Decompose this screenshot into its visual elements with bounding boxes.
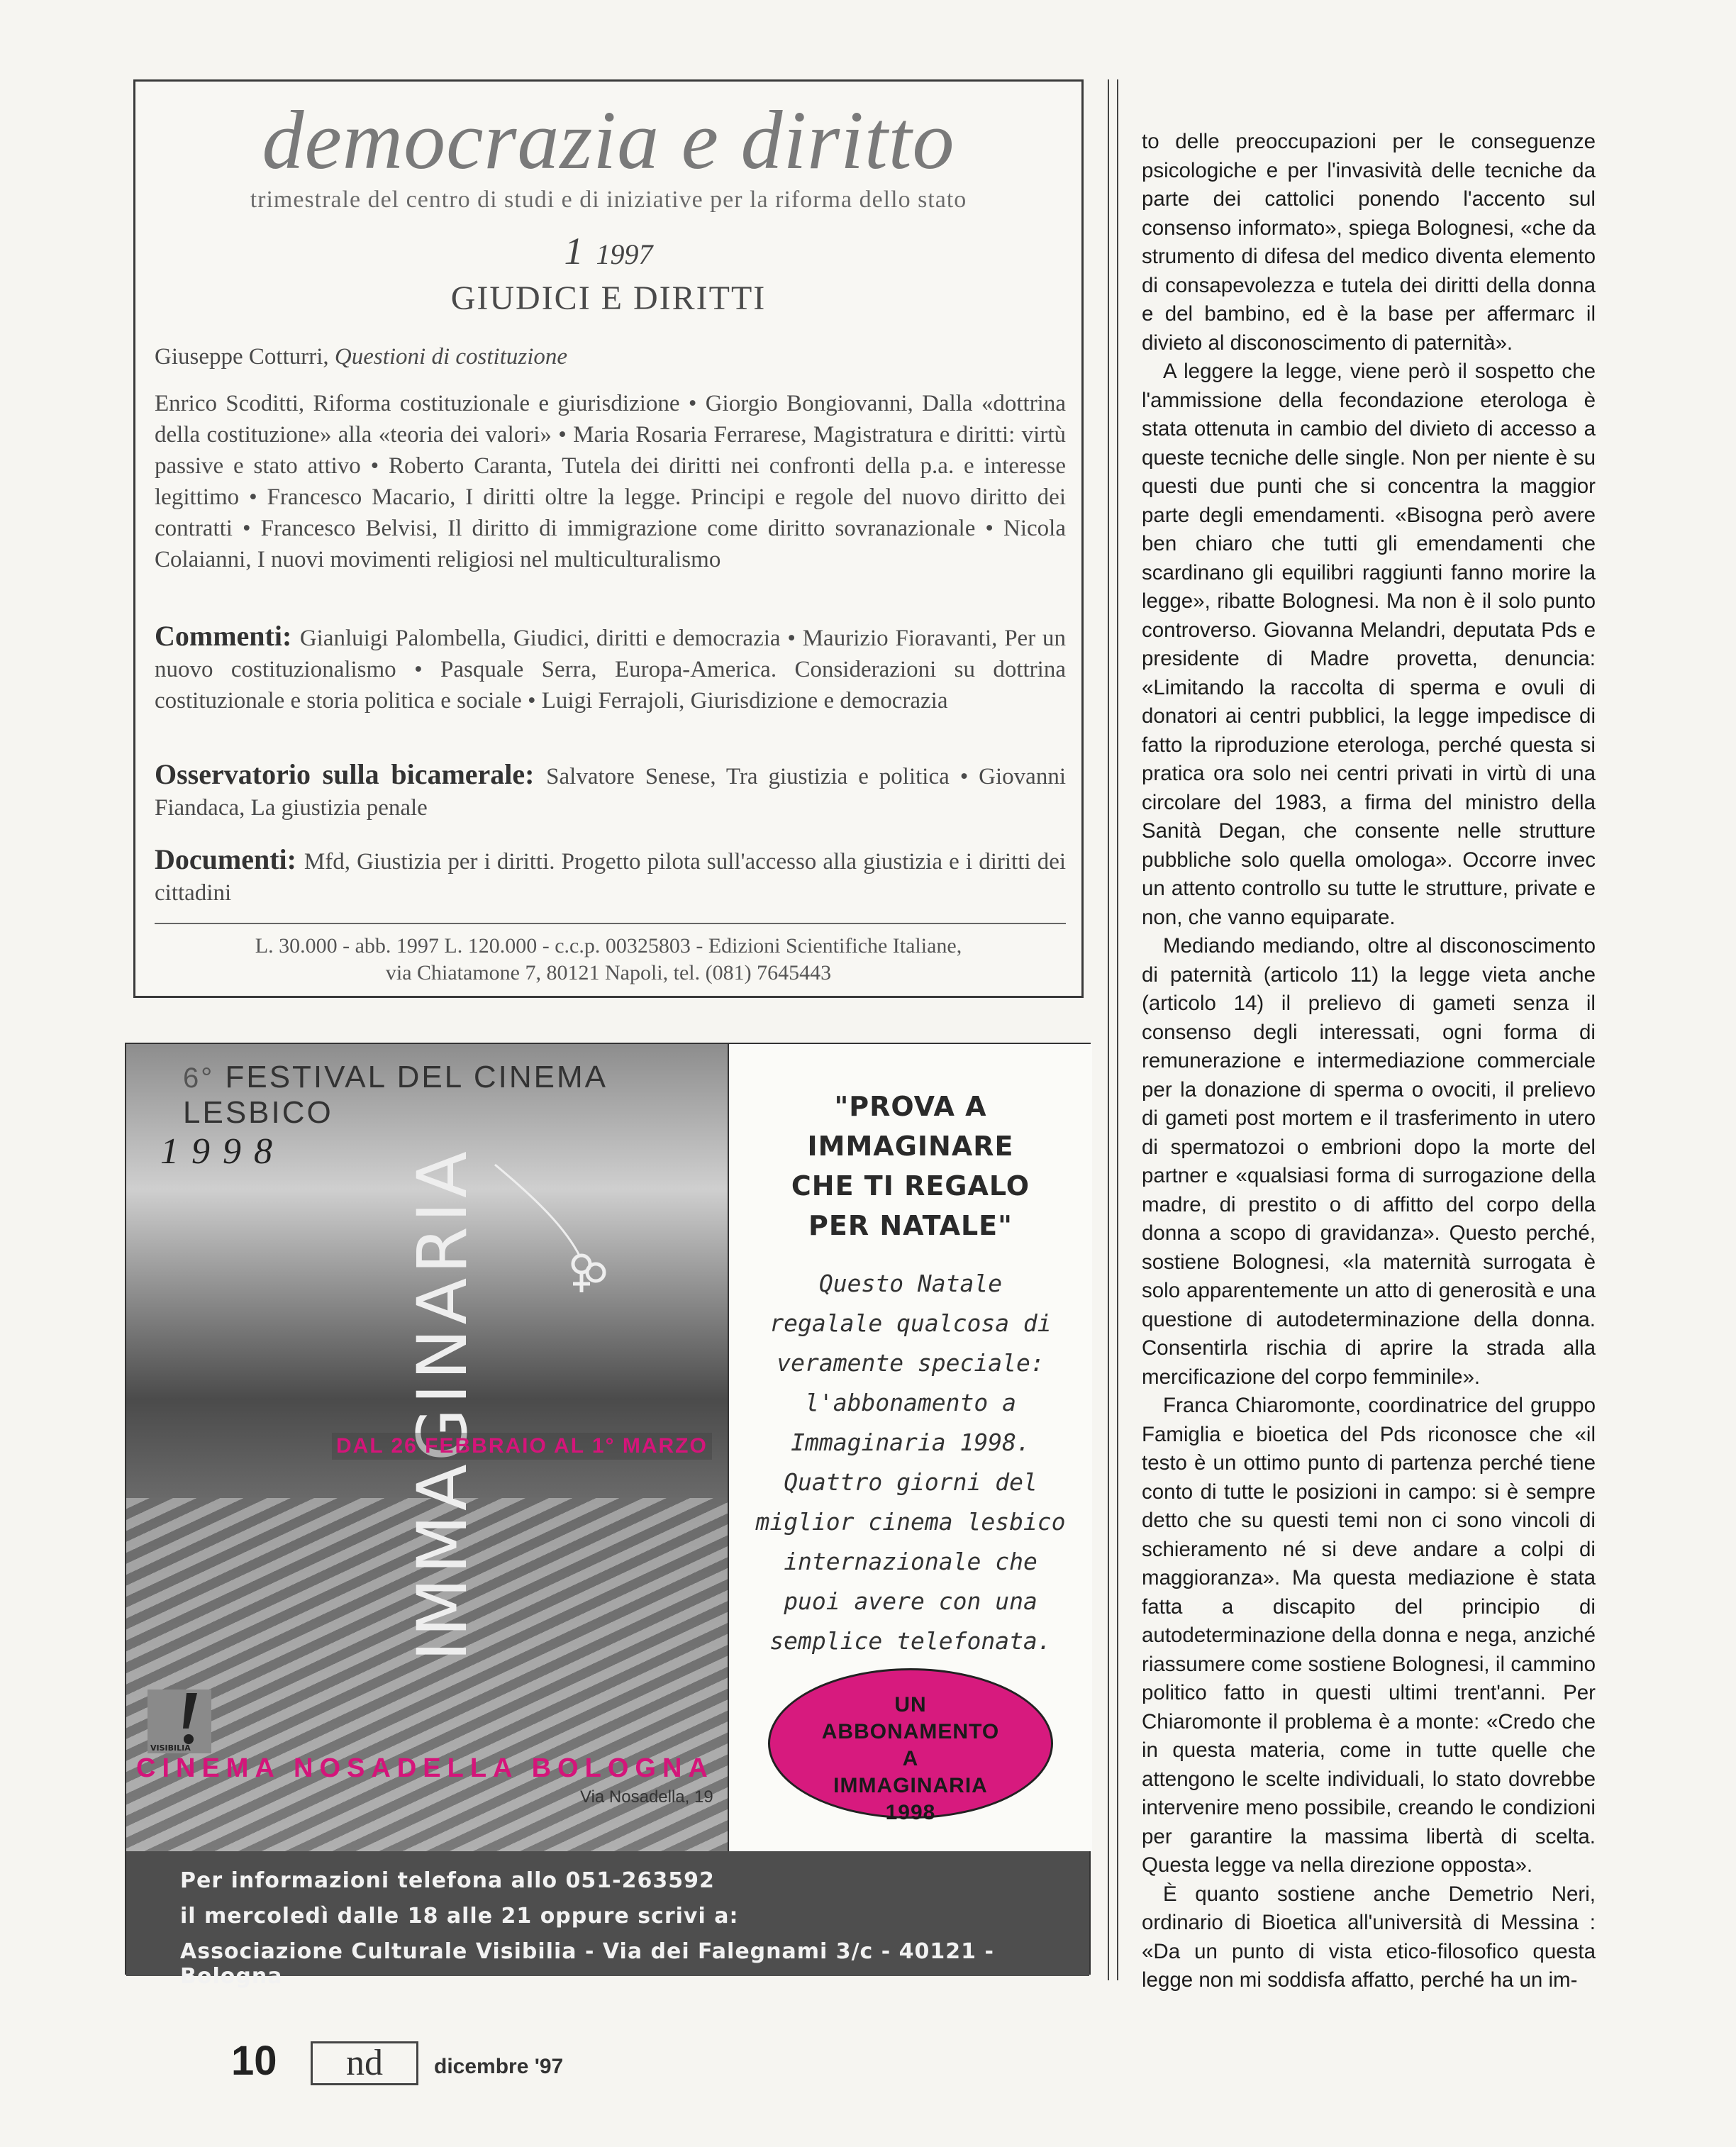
- message-line: Quattro giorni del: [784, 1468, 1037, 1496]
- badge-line: UN: [894, 1693, 927, 1716]
- price-info: [135, 933, 1081, 987]
- article-paragraph: Franca Chiaromonte, coordinatrice del gruppo Famiglia e bioetica del Pds riconosce che «il testo è un ottimo punto di partenza perché tiene conto di tutte le posizioni in campo: si è sempre detto che su questi temi non ci sono vincoli di schieramento né si deve andare a colpi di maggioranza». Ma questa mediazione è stata fatta a discapito del principio di autodeterminazione della donna e nega, anziché riassumere come sostiene Bolognesi, il cammino politico fatto in questi ultimi trent'anni. Per Chiaromonte il problema è a monte: «Credo che in questa materia, come in tutte quelle che attengono le scelte individuali, lo stato dovrebbe intervenire meno possibile, creando le condizioni per garantire la massima libertà di scelta. Questa legge va nella direzione opposta».: [1142, 1394, 1596, 1877]
- issue-date: dicembre '97: [434, 2055, 564, 2078]
- message-line: veramente speciale:: [777, 1349, 1045, 1377]
- headline-line: "PROVA A: [834, 1091, 987, 1122]
- immaginaria-ad: [125, 1043, 1091, 1989]
- headline: [729, 1087, 1092, 1246]
- venue-street: Via Nosadella, 19: [580, 1787, 713, 1807]
- festival-title: FESTIVAL DEL CINEMA LESBICO: [183, 1060, 606, 1130]
- badge-text: [770, 1692, 1051, 1826]
- gift-message: [729, 1264, 1092, 1661]
- gift-message-panel: [728, 1044, 1092, 1851]
- osservatorio-section: [155, 759, 1066, 823]
- headline-line: PER NATALE": [808, 1210, 1013, 1241]
- visibilia-logo: [148, 1690, 211, 1753]
- message-line: Immaginaria 1998.: [791, 1428, 1030, 1456]
- message-line: semplice telefonata.: [769, 1627, 1052, 1655]
- article-paragraph: È quanto sostiene anche Demetrio Neri, ordinario di Bioetica all'università di Messina : «Da un punto di vista etico-filosofico questa legge non mi soddisfa affatto, perché ha un im-: [1142, 1882, 1596, 1992]
- message-line: miglior cinema lesbico: [755, 1508, 1066, 1536]
- issue-heading: GIUDICI E DIRITTI: [450, 279, 767, 317]
- logo-text: VISIBILIA: [150, 1743, 191, 1753]
- documenti-section: [155, 844, 1066, 909]
- commenti-label: Commenti:: [155, 620, 300, 652]
- osservatorio-label: Osservatorio sulla bicamerale:: [155, 758, 547, 790]
- page-number: 10: [231, 2038, 277, 2084]
- info-phone: Per informazioni telefona allo 051-263592: [180, 1868, 715, 1893]
- contact-info-bar: [126, 1851, 1089, 1989]
- article-column: [1142, 128, 1596, 1995]
- articles-list: Enrico Scoditti, Riforma costituzionale e giurisdizione • Giorgio Bongiovanni, Dalla «dottrina della costituzione» alla «teoria dei valori» • Maria Rosaria Ferrarese, Magistratura e diritti: virtù passive e stato attivo • Roberto Caranta, Tutela dei diritti nei confronti della p.a. e interesse legittimo • Francesco Macario, I diritti oltre la legge. Principi e regole del nuovo diritto dei contratti • Francesco Belvisi, Il diritto di immigrazione come diritto sovranazionale • Nicola Colaianni, I nuovi movimenti religiosi nel multiculturalismo: [155, 391, 1066, 572]
- immaginaria-title: IMMAGINARIA: [403, 1147, 482, 1661]
- documenti-label: Documenti:: [155, 843, 304, 875]
- column-rule: [1117, 79, 1118, 1980]
- headline-line: CHE TI REGALO: [791, 1170, 1030, 1202]
- pendant-image: [495, 1150, 608, 1299]
- badge-line: 1998: [885, 1801, 936, 1824]
- article-paragraph: Mediando mediando, oltre al disconoscimento di paternità (articolo 11) la legge vieta anche (articolo 14) il prelievo di gameti senza il consenso degli interessati, ogni forma di remunerazione e intermediazione commerciale per la donazione di sperma o ovociti, il prelievo di gameti post mortem e il trasferimento in utero di spermatozoi o embrioni dopo la morte del partner e «qualsiasi forma di surrogazione della madre, di prestito o di affitto del corpo della donna a scopo di gravidanza». Questo perché, sostiene Bolognesi, «la maternità surrogata è solo apparentemente un atto di generosità e una questione di autodeterminazione della donna. Consentirla rischia di aprire la strada alla mercificazione del corpo femminile».: [1142, 934, 1596, 1389]
- subscription-badge: [768, 1668, 1053, 1824]
- article-paragraph: A leggere la legge, viene però il sospetto che l'ammissione della fecondazione eterologa è stata ottenuta in cambio del divieto di accesso a queste tecniche delle single. Non per niente è su questi due punti che si concentra la maggior parte degli emendamenti. «Bisogna però avere ben chiaro che tutti gli emendamenti che scardinano gli equilibri raggiunti fanno morire la legge», ribatte Bolognesi. Ma non è il solo punto controverso. Giovanna Melandri, deputata Pds e presidente di Madre provetta, denuncia: «Limitando la raccolta di sperma e ovuli di donatori ai centri pubblici, la legge impedisce di fatto la riproduzione eterologa, perché questa si pratica ora solo nei centri privati in virtù di una circolare del 1983, a firma del ministro della Sanità Degan, che consente nelle strutture pubbliche solo quella omologa». Occorre invec un attento controllo su tutte le strutture, private e non, che vanno equiparate.: [1142, 360, 1596, 929]
- commenti-text: Gianluigi Palombella, Giudici, diritti e democrazia • Maurizio Fioravanti, Per un nuovo costituzionalismo • Pasquale Serra, Europa-America. Considerazioni su dottrina costituzionale e storia politica e sociale • Luigi Ferrajoli, Giurisdizione e democrazia: [155, 626, 1066, 714]
- info-address: Associazione Culturale Visibilia - Via dei Falegnami 3/c - 40121 - Bologna: [180, 1939, 994, 1989]
- message-line: puoi avere con una: [784, 1587, 1037, 1615]
- venue-name: CINEMA NOSADELLA BOLOGNA: [136, 1753, 714, 1783]
- price-line-1: L. 30.000 - abb. 1997 L. 120.000 - c.c.p. 00325803 - Edizioni Scientifiche Italiane,: [255, 934, 962, 958]
- divider: [155, 923, 1066, 924]
- info-hours: il mercoledì dalle 18 alle 21 oppure scrivi a:: [180, 1904, 739, 1929]
- commenti-section: [155, 621, 1066, 716]
- masthead-logo: nd: [311, 2041, 418, 2085]
- festival-dates: DAL 26 FEBBRAIO AL 1° MARZO: [332, 1433, 712, 1460]
- ad-subtitle: trimestrale del centro di studi e di iniziative per la riforma dello stato: [250, 187, 967, 213]
- osservatorio-text: Salvatore Senese, Tra giustizia e politica • Giovanni Fiandaca, La giustizia penale: [155, 764, 1067, 821]
- badge-line: A: [902, 1747, 919, 1770]
- documenti-text: Mfd, Giustizia per i diritti. Progetto pilota sull'accesso alla giustizia e i diritti dei cittadini: [155, 849, 1067, 906]
- price-line-2: via Chiatamone 7, 80121 Napoli, tel. (081) 7645443: [385, 961, 832, 984]
- article-paragraph: to delle preoccupazioni per le conseguenze psicologiche e per l'invasività delle tecniche da parte dei cattolici ponendo l'accento sul consenso informato», spiega Bolognesi, «che da strumento di difesa del medico diventa elemento di consapevolezza e tutela dei diritti della donna e del bambino, ed è la base per affermarc il divieto al disconoscimento di paternità».: [1142, 130, 1596, 355]
- message-line: internazionale che: [784, 1548, 1037, 1575]
- issue-year: 1997: [596, 238, 653, 270]
- festival-ordinal: 6°: [183, 1063, 215, 1094]
- issue-number: 1: [564, 230, 584, 272]
- message-line: Questo Natale: [818, 1270, 1003, 1297]
- message-line: regalale qualcosa di: [769, 1309, 1052, 1337]
- ad-title: democrazia e diritto: [262, 94, 955, 187]
- festival-photo: [126, 1044, 728, 1851]
- democrazia-e-diritto-ad: [133, 79, 1084, 998]
- issue-label: [135, 229, 1081, 273]
- badge-line: ABBONAMENTO: [821, 1720, 1000, 1743]
- headline-line: IMMAGINARE: [807, 1131, 1014, 1162]
- message-line: l'abbonamento a: [804, 1389, 1016, 1416]
- lead-author: Giuseppe Cotturri,: [155, 344, 335, 370]
- badge-line: IMMAGINARIA: [833, 1774, 988, 1797]
- lead-article: [155, 341, 1066, 372]
- festival-name: [183, 1060, 728, 1131]
- festival-year: 1998: [160, 1131, 285, 1172]
- lead-title: Questioni di costituzione: [334, 344, 568, 370]
- column-rule: [1108, 79, 1109, 1980]
